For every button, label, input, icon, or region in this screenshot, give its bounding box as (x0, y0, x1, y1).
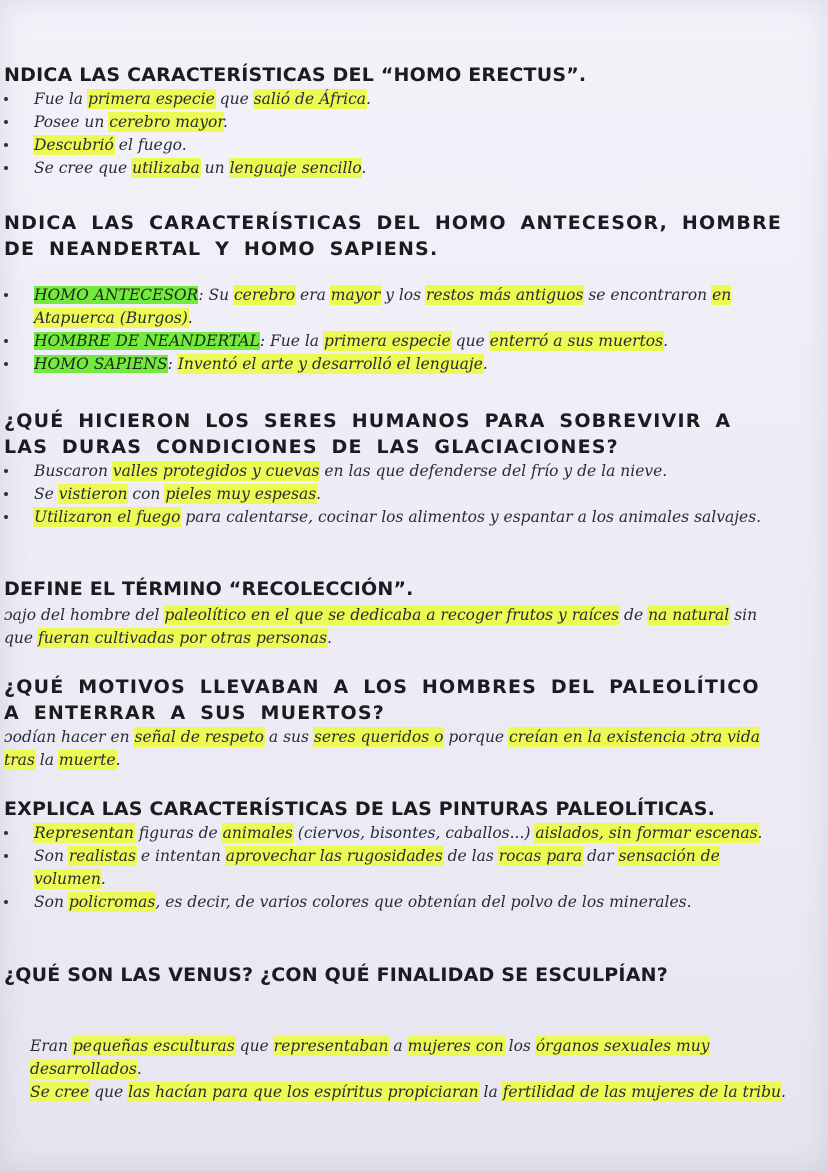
answer-item: HOMBRE DE NEANDERTAL: Fue la primera especie que enterró a sus muertos. (4, 330, 788, 353)
answer-item: Son policromas, es decir, de varios colores que obtenían del polvo de los minerales. (4, 891, 788, 914)
answer-item: HOMO SAPIENS: Inventó el arte y desarrolló el lenguaje. (4, 353, 788, 376)
question-2-title: NDICA LAS CARACTERÍSTICAS DEL HOMO ANTECESOR, HOMBRE DE NEANDERTAL Y HOMO SAPIENS. (4, 212, 783, 260)
question-2-answer-list (4, 284, 788, 376)
question-3-answer-list (4, 460, 788, 529)
answer-item: Posee un cerebro mayor. (4, 111, 788, 134)
answer-item: Se vistieron con pieles muy espesas. (4, 483, 788, 506)
answer-item: Representan figuras de animales (ciervos, bisontes, caballos...) aislados, sin formar escenas. (4, 822, 788, 845)
question-7-answer: Eran pequeñas esculturas que representaban a mujeres con los órganos sexuales muy desarrollados. Se cree que las hacían para que los espíritus propiciaran la fertilidad de las mujeres de la tribu. (30, 1037, 786, 1101)
question-7-title: ¿QUÉ SON LAS VENUS? ¿CON QUÉ FINALIDAD SE ESCULPÍAN? (4, 964, 668, 986)
answer-item: Descubrió el fuego. (4, 134, 788, 157)
answer-item: Fue la primera especie que salió de África. (4, 88, 788, 111)
answer-item: HOMO ANTECESOR: Su cerebro era mayor y los restos más antiguos se encontraron en Atapuerca (Burgos). (4, 284, 788, 330)
answer-item: Se cree que utilizaba un lenguaje sencillo. (4, 157, 788, 180)
question-3-title: ¿QUÉ HICIERON LOS SERES HUMANOS PARA SOBREVIVIR A LAS DURAS CONDICIONES DE LAS GLACIACIONES? (4, 410, 732, 458)
answer-item: Utilizaron el fuego para calentarse, cocinar los alimentos y espantar a los animales salvajes. (4, 506, 788, 529)
question-5-title: ¿QUÉ MOTIVOS LLEVABAN A LOS HOMBRES DEL PALEOLÍTICO A ENTERRAR A SUS MUERTOS? (4, 676, 760, 724)
question-4-answer: ɔajo del hombre del paleolítico en el que se dedicaba a recoger frutos y raíces de na natural sin que fueran cultivadas por otras personas. (4, 606, 758, 647)
question-5-answer: ɔodían hacer en señal de respeto a sus seres queridos o porque creían en la existencia ɔtra vida tras la muerte. (4, 728, 761, 769)
question-6-answer-list (4, 822, 788, 914)
answer-item: Buscaron valles protegidos y cuevas en las que defenderse del frío y de la nieve. (4, 460, 788, 483)
question-1-title: NDICA LAS CARACTERÍSTICAS DEL “HOMO ERECTUS”. (4, 64, 587, 86)
question-4-title: DEFINE EL TÉRMINO “RECOLECCIÓN”. (4, 578, 414, 600)
question-1-answer-list (4, 88, 788, 180)
answer-item: Son realistas e intentan aprovechar las rugosidades de las rocas para dar sensación de volumen. (4, 845, 788, 891)
question-6-title: EXPLICA LAS CARACTERÍSTICAS DE LAS PINTURAS PALEOLÍTICAS. (4, 798, 716, 820)
